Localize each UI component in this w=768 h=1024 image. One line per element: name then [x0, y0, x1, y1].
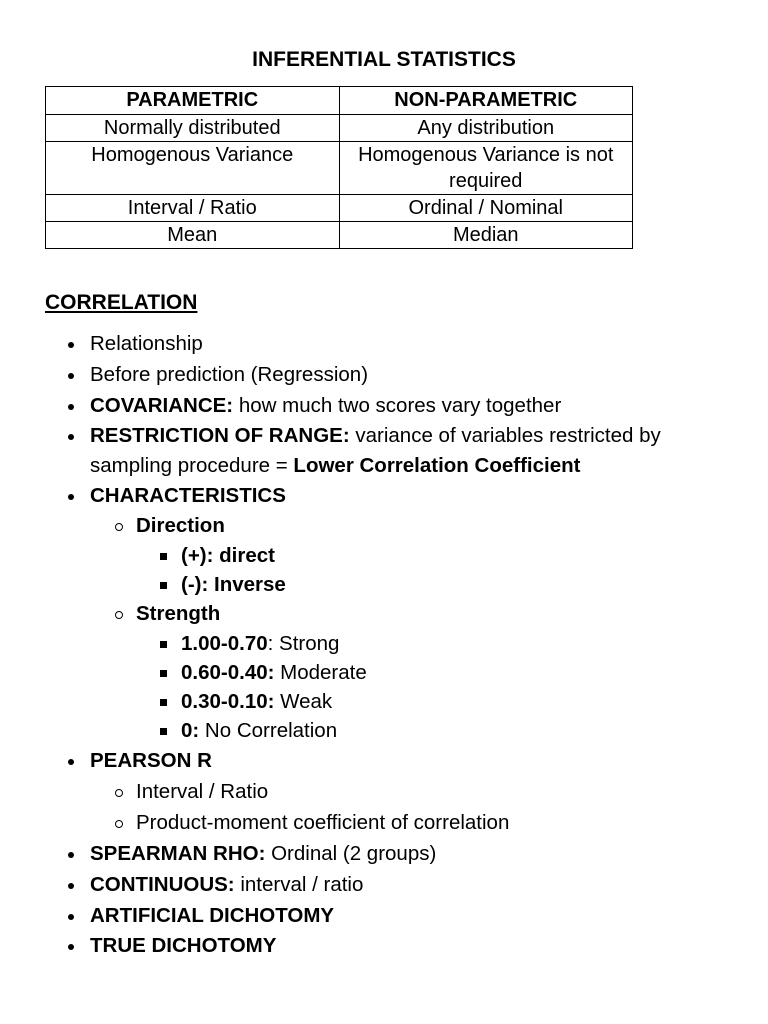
circle-bullet-icon — [115, 523, 123, 531]
list-item-text: (+): direct — [181, 544, 275, 567]
sub-list-item — [136, 599, 220, 629]
bullet-icon — [68, 759, 74, 765]
square-bullet-icon — [160, 728, 167, 735]
definition: sampling procedure = — [90, 454, 294, 477]
strength-range: 0: — [181, 719, 200, 742]
sub-sub-list-item — [181, 716, 337, 746]
list-item-text: (-): Inverse — [181, 573, 286, 596]
comparison-table — [45, 86, 633, 249]
table-cell: Median — [339, 222, 633, 249]
sub-sub-list-item — [181, 629, 339, 659]
table-row — [46, 195, 633, 222]
bullet-icon — [68, 944, 74, 950]
sub-list-item — [136, 511, 225, 541]
term: COVARIANCE: — [90, 394, 234, 417]
table-cell: Mean — [46, 222, 340, 249]
circle-bullet-icon — [115, 820, 123, 828]
list-item-text: Strength — [136, 602, 221, 625]
definition: how much two scores vary together — [238, 394, 562, 417]
list-item — [90, 931, 276, 961]
sub-sub-list-item — [181, 570, 286, 600]
square-bullet-icon — [160, 699, 167, 706]
bullet-icon — [68, 373, 74, 379]
list-item — [90, 839, 436, 869]
sub-sub-list-item — [181, 687, 332, 717]
bullet-icon — [68, 883, 74, 889]
table-cell: Normally distributed — [46, 115, 340, 142]
square-bullet-icon — [160, 553, 167, 560]
list-item-text: TRUE DICHOTOMY — [90, 934, 277, 957]
table-header-row — [46, 87, 633, 115]
table-cell: Homogenous Variance is not required — [339, 142, 633, 195]
list-item — [90, 481, 286, 511]
strength-label: Weak — [274, 690, 333, 713]
list-item-text: Interval / Ratio — [136, 780, 269, 803]
square-bullet-icon — [160, 582, 167, 589]
list-item-continuation — [90, 451, 580, 481]
table-row — [46, 222, 633, 249]
sub-sub-list-item — [181, 658, 367, 688]
bullet-icon — [68, 342, 74, 348]
bullet-icon — [68, 914, 74, 920]
sub-list-item — [136, 808, 509, 838]
term: CONTINUOUS: — [90, 873, 235, 896]
strength-label: No Correlation — [199, 719, 338, 742]
list-item-text: Product-moment coefficient of correlation — [136, 811, 510, 834]
strength-range: 0.60-0.40: — [181, 661, 275, 684]
square-bullet-icon — [160, 641, 167, 648]
table-row — [46, 142, 633, 195]
bullet-icon — [68, 434, 74, 440]
list-item-text: PEARSON R — [90, 749, 212, 772]
sub-list-item — [136, 777, 268, 807]
list-item — [90, 421, 661, 451]
bullet-icon — [68, 494, 74, 500]
bullet-icon — [68, 852, 74, 858]
list-item-text: ARTIFICIAL DICHOTOMY — [90, 904, 335, 927]
sub-sub-list-item — [181, 541, 275, 571]
circle-bullet-icon — [115, 611, 123, 619]
term: RESTRICTION OF RANGE: — [90, 424, 350, 447]
term: SPEARMAN RHO: — [90, 842, 266, 865]
strength-range: 0.30-0.10: — [181, 690, 275, 713]
strength-range: 1.00-0.70 — [181, 632, 268, 655]
table-cell: Interval / Ratio — [46, 195, 340, 222]
page-title: INFERENTIAL STATISTICS — [252, 48, 516, 71]
list-item-text: CHARACTERISTICS — [90, 484, 286, 507]
list-item-text: Before prediction (Regression) — [90, 363, 369, 386]
list-item — [90, 746, 212, 776]
list-item-text: Relationship — [90, 332, 203, 355]
list-item — [90, 329, 203, 359]
definition-emphasis: Lower Correlation Coefficient — [293, 454, 581, 477]
bullet-icon — [68, 404, 74, 410]
table-cell: Homogenous Variance — [46, 142, 340, 195]
definition: variance of variables restricted by — [355, 424, 661, 447]
list-item-text: Direction — [136, 514, 225, 537]
table-row — [46, 115, 633, 142]
definition: Ordinal (2 groups) — [265, 842, 437, 865]
column-header: NON-PARAMETRIC — [339, 87, 633, 115]
list-item — [90, 391, 561, 421]
strength-label: : Strong — [267, 632, 340, 655]
square-bullet-icon — [160, 670, 167, 677]
definition: interval / ratio — [234, 873, 364, 896]
list-item — [90, 870, 363, 900]
list-item — [90, 360, 368, 390]
table-cell: Ordinal / Nominal — [339, 195, 633, 222]
section-heading: CORRELATION — [45, 291, 198, 314]
circle-bullet-icon — [115, 789, 123, 797]
strength-label: Moderate — [274, 661, 367, 684]
table-cell: Any distribution — [339, 115, 633, 142]
column-header: PARAMETRIC — [46, 87, 340, 115]
list-item — [90, 901, 334, 931]
